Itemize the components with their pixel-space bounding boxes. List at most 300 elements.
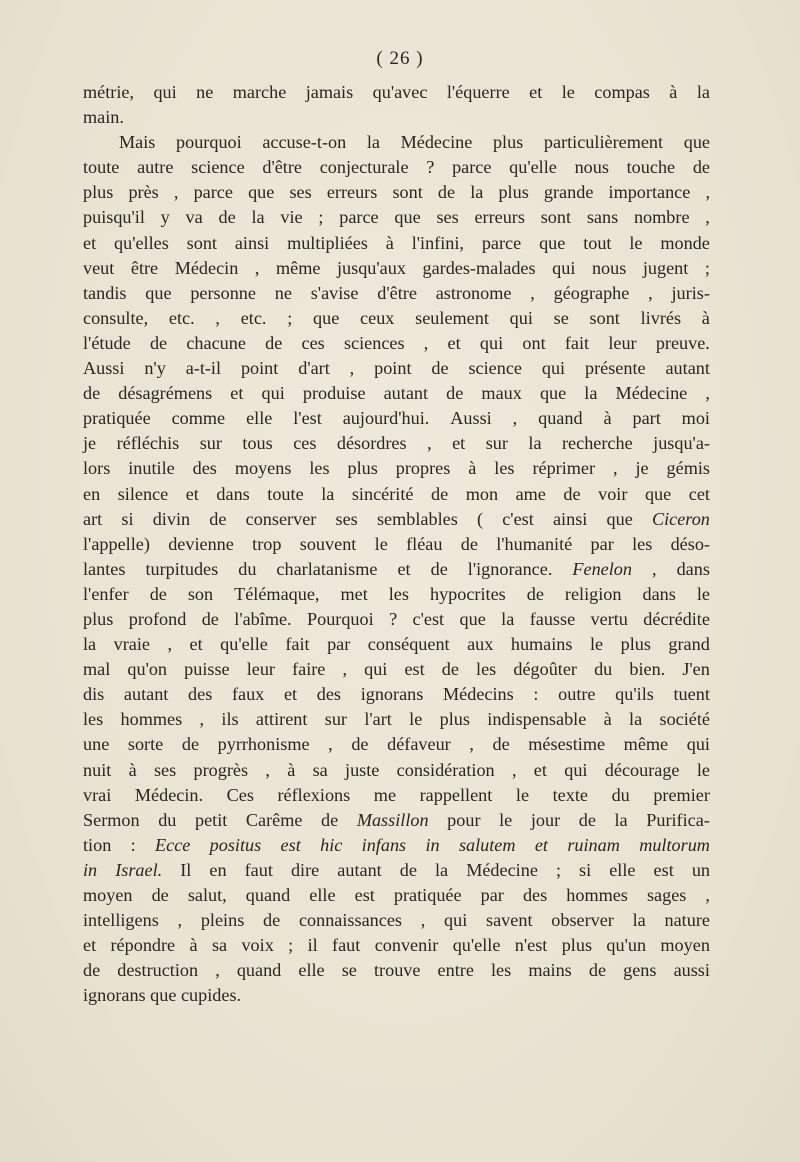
word: science bbox=[191, 157, 245, 178]
word: multipliées bbox=[287, 232, 368, 253]
word: pleins bbox=[200, 910, 245, 931]
word: le bbox=[696, 583, 710, 604]
word: si bbox=[579, 859, 592, 880]
word: fait bbox=[564, 332, 590, 353]
word: de bbox=[492, 734, 510, 755]
word: importance bbox=[608, 182, 691, 203]
word: qu'ils bbox=[615, 684, 654, 705]
word: qui bbox=[509, 307, 533, 328]
word: par bbox=[590, 533, 614, 554]
word: qu'elle bbox=[509, 157, 557, 178]
word: convenir bbox=[374, 935, 439, 956]
word: , bbox=[705, 207, 710, 228]
word: réfléchis bbox=[116, 433, 180, 454]
word: la bbox=[251, 207, 265, 228]
word: , bbox=[612, 458, 618, 479]
italic-word: Israel. bbox=[115, 859, 163, 880]
word: vrai bbox=[83, 784, 112, 805]
word: les bbox=[83, 709, 104, 730]
word: astronome bbox=[435, 282, 512, 303]
word: qu'un bbox=[606, 935, 647, 956]
word: le bbox=[409, 709, 423, 730]
word: J'en bbox=[682, 659, 710, 680]
word: qui bbox=[261, 383, 285, 404]
word: lors bbox=[83, 458, 111, 479]
word: de bbox=[83, 383, 101, 404]
word: intelligens bbox=[83, 910, 159, 931]
word: l'équerre bbox=[446, 82, 510, 102]
word: vraie bbox=[113, 634, 150, 655]
word: plus bbox=[498, 182, 529, 203]
word: sont bbox=[186, 232, 217, 253]
text-line bbox=[83, 758, 710, 783]
word: leur bbox=[246, 659, 275, 680]
word: jamais bbox=[305, 82, 354, 102]
word: , bbox=[265, 759, 270, 780]
italic-word: in bbox=[425, 834, 440, 855]
word: ; bbox=[287, 307, 293, 328]
word: sur bbox=[485, 433, 508, 454]
text-span: main. bbox=[83, 107, 124, 128]
word: est bbox=[354, 885, 375, 905]
word: qui bbox=[552, 257, 576, 278]
word: n'est bbox=[514, 935, 548, 956]
word: sciences bbox=[343, 332, 405, 353]
italic-word: ruinam bbox=[567, 834, 620, 855]
word: jusqu'a- bbox=[653, 433, 710, 454]
word: connaissances bbox=[298, 910, 402, 931]
word: produise bbox=[302, 383, 366, 404]
word: ne bbox=[196, 82, 214, 102]
word: , bbox=[511, 759, 517, 780]
word: , bbox=[427, 433, 432, 454]
text-line bbox=[83, 883, 710, 908]
word: et bbox=[83, 935, 97, 956]
word: destruction bbox=[117, 960, 199, 981]
word: mon bbox=[465, 483, 499, 504]
word: hommes bbox=[566, 885, 628, 905]
word: ces bbox=[301, 332, 325, 353]
word: juris- bbox=[671, 282, 710, 303]
word: salut, bbox=[187, 885, 227, 905]
word: la bbox=[321, 483, 335, 504]
word: société bbox=[659, 709, 710, 730]
word: sont bbox=[589, 307, 620, 328]
word: le bbox=[629, 232, 643, 253]
word: toute bbox=[267, 483, 304, 504]
word: attirent bbox=[255, 709, 308, 730]
word: divin bbox=[152, 508, 191, 529]
word: elle bbox=[246, 408, 273, 429]
word: texte bbox=[552, 784, 588, 805]
word: moyens bbox=[234, 458, 292, 479]
word: se bbox=[553, 307, 569, 328]
italic-word: multorum bbox=[639, 834, 710, 855]
word: le bbox=[696, 759, 710, 780]
word: elle bbox=[298, 960, 325, 981]
word: Médecins bbox=[443, 684, 514, 705]
word: de bbox=[149, 332, 168, 353]
word: à bbox=[603, 408, 612, 429]
word: d'être bbox=[262, 157, 302, 178]
text-line bbox=[83, 858, 710, 883]
word: métrie, bbox=[83, 82, 135, 102]
word: Purifica- bbox=[646, 809, 710, 830]
word: ? bbox=[426, 157, 435, 178]
word: réprimer bbox=[532, 458, 596, 479]
word: des bbox=[188, 684, 213, 705]
word: les bbox=[632, 533, 653, 554]
word: aussi bbox=[673, 960, 710, 981]
word: jour bbox=[530, 809, 561, 830]
word: , bbox=[173, 182, 179, 203]
word: désordres bbox=[336, 433, 407, 454]
text-line bbox=[83, 381, 710, 406]
word: désagrémens bbox=[118, 383, 213, 404]
word: sincérité bbox=[351, 483, 414, 504]
word: les bbox=[491, 960, 512, 981]
word: charlatanisme bbox=[276, 558, 378, 579]
word: va bbox=[185, 207, 203, 228]
word: ; bbox=[288, 935, 294, 956]
word: nous bbox=[591, 257, 627, 278]
word: rappellent bbox=[419, 784, 493, 805]
word: ses bbox=[436, 207, 459, 228]
text-line bbox=[83, 306, 710, 331]
word: est bbox=[404, 659, 425, 680]
word: toute bbox=[83, 157, 120, 178]
word: l'abîme. bbox=[234, 608, 292, 629]
word: je bbox=[83, 433, 97, 454]
word: par bbox=[327, 634, 351, 655]
word: est bbox=[653, 859, 674, 880]
word: répondre bbox=[110, 935, 176, 956]
word: qu'on bbox=[127, 659, 168, 680]
word: que bbox=[539, 383, 567, 404]
text-line bbox=[83, 607, 710, 632]
text-line bbox=[83, 331, 710, 356]
word: Aussi bbox=[450, 408, 492, 429]
word: moyen bbox=[660, 935, 710, 956]
word: la bbox=[470, 182, 484, 203]
word: les bbox=[494, 458, 515, 479]
word: veut bbox=[83, 257, 115, 278]
word: ame bbox=[515, 483, 546, 504]
word: personne bbox=[190, 282, 256, 303]
word: de bbox=[460, 533, 478, 554]
word: , bbox=[215, 960, 220, 981]
text-line bbox=[83, 682, 710, 707]
word: ont bbox=[522, 332, 546, 353]
word: de bbox=[201, 608, 219, 629]
word: nombre bbox=[633, 207, 690, 228]
word: met bbox=[340, 583, 368, 604]
word: petit bbox=[194, 809, 228, 830]
word: de bbox=[437, 182, 456, 203]
word: observer bbox=[551, 910, 614, 931]
word: de bbox=[526, 583, 544, 604]
word: et bbox=[283, 684, 298, 705]
word: de bbox=[263, 910, 281, 931]
word: qui bbox=[444, 910, 468, 931]
word: le bbox=[374, 533, 388, 554]
word: à bbox=[128, 759, 137, 780]
word: chacune bbox=[186, 332, 246, 353]
word: et bbox=[185, 483, 199, 504]
word: la bbox=[614, 809, 628, 830]
word: qu'elles bbox=[114, 232, 169, 253]
word: profond bbox=[128, 608, 187, 629]
text-line bbox=[83, 657, 710, 682]
word: de bbox=[692, 157, 710, 178]
word: l'enfer bbox=[83, 583, 129, 604]
word: mésestime bbox=[528, 734, 606, 755]
word: ceux bbox=[360, 307, 395, 328]
word: elle bbox=[609, 859, 636, 880]
word: fléau bbox=[406, 533, 443, 554]
word: de bbox=[181, 734, 200, 755]
word: puisqu'il bbox=[83, 207, 145, 228]
word: d'être bbox=[377, 282, 417, 303]
word: plus bbox=[83, 608, 114, 629]
word: et bbox=[447, 332, 461, 353]
word: propres bbox=[395, 458, 451, 479]
word: à bbox=[287, 759, 296, 780]
word: part bbox=[632, 408, 661, 429]
word: qui bbox=[479, 332, 504, 353]
word: que bbox=[394, 207, 421, 228]
word: , bbox=[342, 659, 348, 680]
word: turpitudes bbox=[145, 558, 219, 579]
word: trop bbox=[252, 533, 282, 554]
word: qu'avec bbox=[372, 82, 428, 102]
text-line bbox=[83, 783, 710, 808]
word: la bbox=[501, 608, 515, 629]
text-line bbox=[83, 456, 710, 481]
italic-word: Massillon bbox=[356, 809, 429, 830]
text-line bbox=[83, 482, 710, 507]
word: indispensable bbox=[487, 709, 587, 730]
word: ; bbox=[704, 257, 710, 278]
word: dis bbox=[83, 684, 105, 705]
word: en bbox=[83, 483, 101, 504]
word: gens bbox=[623, 960, 657, 981]
word: sur bbox=[199, 433, 222, 454]
word: tous bbox=[242, 433, 273, 454]
word: l'ignorance. bbox=[467, 558, 553, 579]
word: l'humanité bbox=[496, 533, 573, 554]
word: point bbox=[240, 358, 279, 379]
word: qu'elle bbox=[452, 935, 501, 956]
word: grand bbox=[668, 634, 710, 655]
word: quand bbox=[236, 960, 282, 981]
text-line bbox=[83, 155, 710, 180]
word: livrés bbox=[640, 307, 682, 328]
text-line bbox=[83, 632, 710, 657]
word: la bbox=[435, 859, 449, 880]
word: accuse-t-on bbox=[262, 132, 347, 153]
word: l'infini, bbox=[411, 232, 464, 253]
text-line bbox=[83, 406, 710, 431]
word: parce bbox=[481, 232, 522, 253]
word: du bbox=[158, 809, 177, 830]
word: pyrrhonisme bbox=[217, 734, 310, 755]
word: de bbox=[431, 358, 449, 379]
word: jugent bbox=[642, 257, 689, 278]
text-line bbox=[83, 983, 710, 1008]
word: je bbox=[635, 458, 649, 479]
word: que bbox=[145, 282, 172, 303]
word: de bbox=[351, 734, 369, 755]
word: , bbox=[705, 182, 710, 203]
word: réflexions bbox=[277, 784, 351, 805]
word: dans bbox=[642, 583, 676, 604]
word: particulièrement bbox=[543, 132, 664, 153]
word: ignorans bbox=[360, 684, 424, 705]
text-line bbox=[83, 180, 710, 205]
word: autant bbox=[337, 859, 382, 880]
text-span: ignorans que cupides. bbox=[83, 985, 242, 1006]
italic-word: salutem bbox=[458, 834, 516, 855]
word: vie bbox=[280, 207, 303, 228]
word: ; bbox=[555, 859, 561, 880]
text-line bbox=[83, 958, 710, 983]
word: être bbox=[130, 257, 159, 278]
word: progrès bbox=[193, 759, 249, 780]
word: de bbox=[430, 558, 448, 579]
word: outre bbox=[558, 684, 596, 705]
word: semblables bbox=[376, 508, 458, 529]
word: premier bbox=[653, 784, 710, 805]
word: recherche bbox=[562, 433, 633, 454]
word: preuve. bbox=[655, 332, 710, 353]
word: pourquoi bbox=[176, 132, 242, 153]
word: sa bbox=[211, 935, 228, 956]
word: quand bbox=[245, 885, 291, 905]
word: plus bbox=[620, 634, 651, 655]
word: tion bbox=[83, 834, 112, 855]
word: Médecine bbox=[466, 859, 538, 880]
word: de bbox=[209, 508, 227, 529]
word: de bbox=[149, 583, 167, 604]
word: faut bbox=[332, 935, 361, 956]
word: et bbox=[397, 558, 411, 579]
word: ? bbox=[389, 608, 398, 629]
word: Médecine bbox=[400, 132, 473, 153]
page-number: ( 26 ) bbox=[376, 48, 424, 69]
italic-word: est bbox=[280, 834, 301, 855]
word: décourage bbox=[604, 759, 680, 780]
word: jusqu'aux bbox=[336, 257, 406, 278]
word: que bbox=[248, 182, 275, 203]
word: dans bbox=[216, 483, 250, 504]
word: Pourquoi bbox=[306, 608, 374, 629]
word: ils bbox=[221, 709, 239, 730]
word: hommes bbox=[120, 709, 183, 730]
text-line bbox=[83, 707, 710, 732]
word: l'est bbox=[293, 408, 322, 429]
word: et bbox=[529, 82, 543, 102]
word: les bbox=[476, 659, 497, 680]
word: conjecturale bbox=[319, 157, 409, 178]
word: de bbox=[321, 809, 339, 830]
word: , bbox=[328, 734, 333, 755]
text-line bbox=[83, 356, 710, 381]
word: sorte bbox=[127, 734, 164, 755]
word: de bbox=[83, 960, 101, 981]
word: Mais bbox=[119, 132, 156, 153]
word: plus bbox=[347, 458, 378, 479]
word: silence bbox=[117, 483, 169, 504]
word: , bbox=[530, 282, 535, 303]
word: erreurs bbox=[474, 207, 525, 228]
word: sa bbox=[312, 759, 328, 780]
word: Ces bbox=[226, 784, 254, 805]
word: géographe bbox=[553, 282, 630, 303]
word: la bbox=[629, 709, 643, 730]
word: le bbox=[589, 634, 604, 655]
word: à bbox=[468, 458, 477, 479]
word: ; bbox=[318, 207, 324, 228]
word: en bbox=[209, 859, 227, 880]
word: moi bbox=[681, 408, 710, 429]
word: si bbox=[121, 508, 134, 529]
text-line bbox=[83, 557, 710, 582]
word: c'est bbox=[502, 508, 534, 529]
word: qui bbox=[364, 659, 388, 680]
word: l'étude bbox=[83, 332, 131, 353]
word: tuent bbox=[673, 684, 710, 705]
word: inutile bbox=[128, 458, 175, 479]
word: lantes bbox=[83, 558, 126, 579]
text-line bbox=[83, 507, 710, 532]
word: Médecin. bbox=[134, 784, 204, 805]
word: de bbox=[399, 859, 417, 880]
word: souvent bbox=[299, 533, 357, 554]
text-line bbox=[83, 431, 710, 456]
italic-word: in bbox=[83, 859, 98, 880]
italic-word: infans bbox=[361, 834, 407, 855]
word: le bbox=[515, 784, 530, 805]
word: sans bbox=[586, 207, 619, 228]
word: la bbox=[83, 634, 97, 655]
text-line bbox=[83, 231, 710, 256]
word: l'appelle) bbox=[83, 533, 150, 554]
italic-word: positus bbox=[209, 834, 262, 855]
word: moyen bbox=[83, 885, 133, 905]
word: art bbox=[83, 508, 103, 529]
word: un bbox=[691, 859, 710, 880]
word: voir bbox=[598, 483, 628, 504]
word: , bbox=[469, 734, 474, 755]
word: , bbox=[705, 383, 710, 404]
text-line bbox=[83, 532, 710, 557]
word: considération bbox=[396, 759, 495, 780]
word: même bbox=[623, 734, 669, 755]
word: conserver bbox=[245, 508, 317, 529]
word: , bbox=[349, 358, 355, 379]
word: ne bbox=[274, 282, 292, 303]
word: ses bbox=[289, 182, 312, 203]
word: l'art bbox=[364, 709, 392, 730]
word: à bbox=[669, 82, 678, 102]
word: ainsi bbox=[552, 508, 588, 529]
word: la bbox=[632, 910, 646, 931]
word: que bbox=[459, 608, 486, 629]
word: déso- bbox=[670, 533, 710, 554]
word: savent bbox=[486, 910, 533, 931]
italic-word: et bbox=[534, 834, 548, 855]
